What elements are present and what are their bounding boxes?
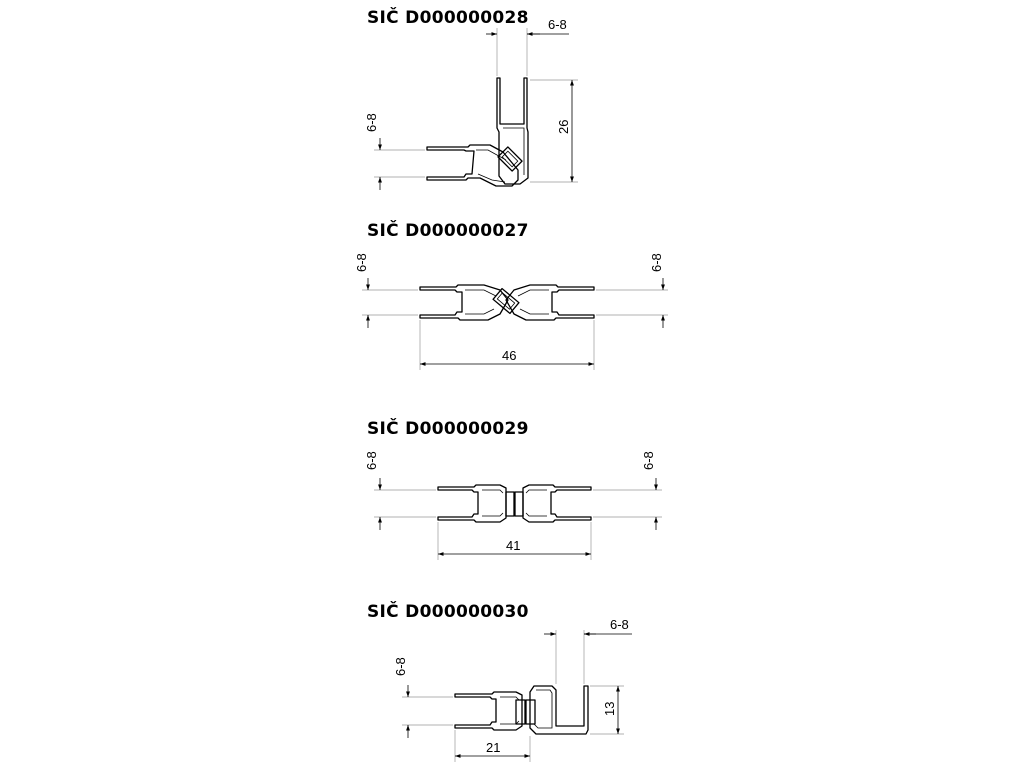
dim-height-d30: 13 (602, 701, 617, 716)
profile-title-d000000029: SIČ D000000029 (367, 419, 529, 439)
dim-right-gap-d27: 6-8 (649, 253, 664, 272)
profile-d000000028-drawing (364, 17, 578, 190)
dim-top-gap-d30: 6-8 (610, 617, 629, 632)
dim-left-gap-d28: 6-8 (364, 113, 379, 132)
u-channel-d30 (530, 686, 588, 734)
magnet-left-d29 (506, 492, 514, 516)
profile-title-d000000028: SIČ D000000028 (367, 8, 529, 28)
dim-right-gap-d29: 6-8 (641, 451, 656, 470)
left-profile-d29 (438, 485, 506, 522)
dim-width-d30: 21 (486, 740, 501, 755)
profile-title-d000000027: SIČ D000000027 (367, 221, 529, 241)
profile-title-d000000030: SIČ D000000030 (367, 602, 529, 622)
profile-d000000027-drawing (354, 253, 668, 370)
dim-left-gap-d29: 6-8 (364, 451, 379, 470)
dim-left-gap-d30: 6-8 (393, 657, 408, 676)
right-profile-d29 (523, 485, 591, 522)
dim-width-d29: 41 (506, 538, 521, 553)
profile-d000000029-drawing (364, 451, 662, 560)
profile-d000000030-drawing (393, 617, 632, 762)
dim-top-gap-d28: 6-8 (548, 17, 567, 32)
vertical-channel-d28 (497, 78, 528, 184)
magnet-right-d29 (515, 492, 523, 516)
left-profile-d27 (420, 285, 508, 320)
dim-left-gap-d27: 6-8 (354, 253, 369, 272)
dim-width-d27: 46 (502, 348, 517, 363)
magnet-left-d30 (516, 700, 525, 724)
dim-height-d28: 26 (556, 119, 571, 134)
